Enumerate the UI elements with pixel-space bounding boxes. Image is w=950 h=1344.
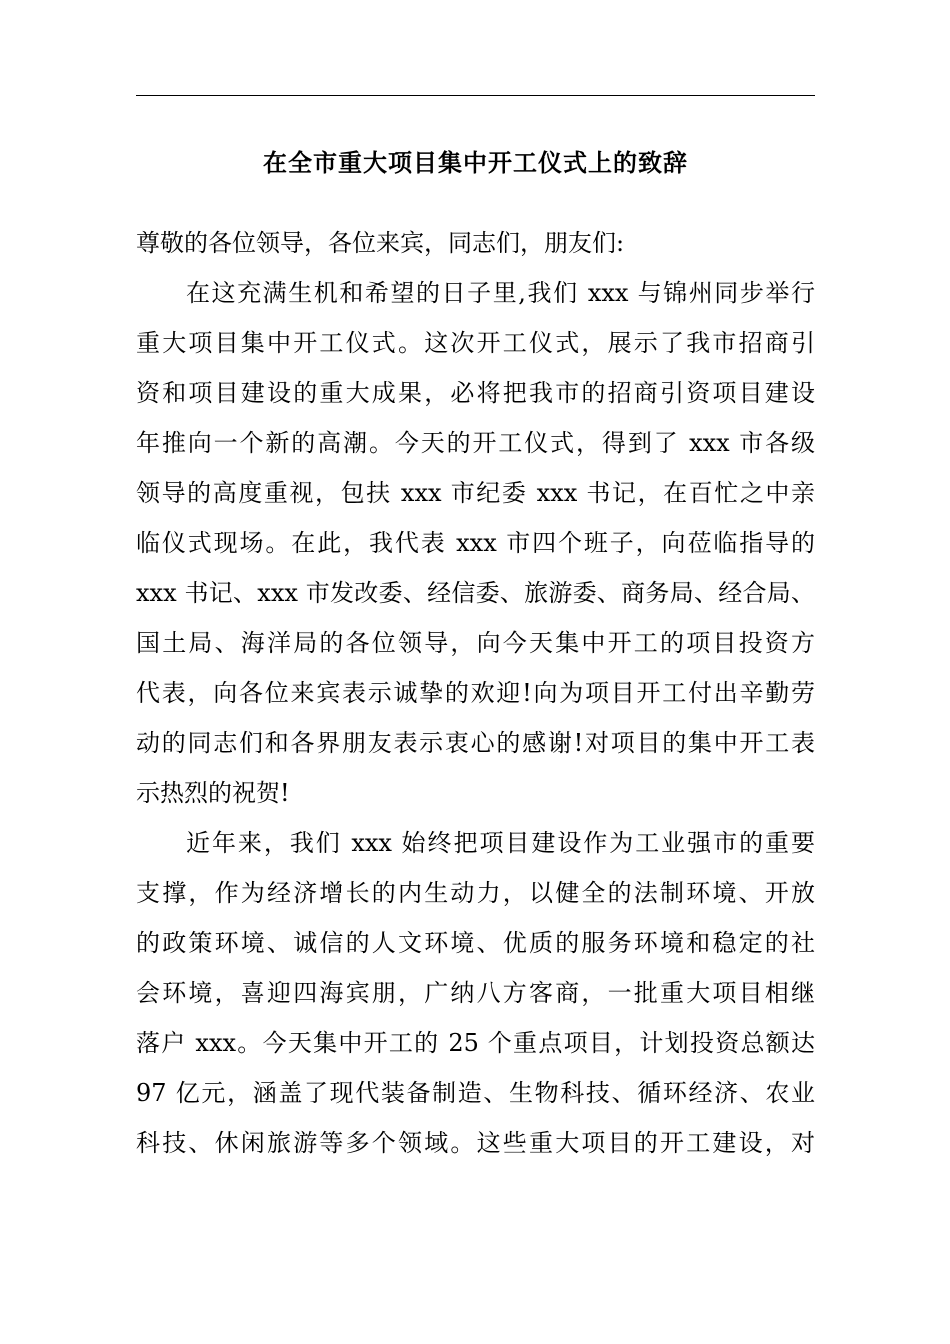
text-line: 科技、休闲旅游等多个领域。这些重大项目的开工建设，对: [136, 1129, 815, 1157]
text-line: 重大项目集中开工仪式。这次开工仪式，展示了我市招商引: [136, 329, 815, 357]
text-line: 97 亿元，涵盖了现代装备制造、生物科技、循环经济、农业: [136, 1079, 815, 1107]
text-line: 在这充满生机和希望的日子里,我们 xxx 与锦州同步举行: [186, 279, 815, 307]
text-line: 领导的高度重视，包扶 xxx 市纪委 xxx 书记，在百忙之中亲: [136, 479, 815, 507]
text-line: 的政策环境、诚信的人文环境、优质的服务环境和稳定的社: [136, 929, 815, 957]
text-line: 临仪式现场。在此，我代表 xxx 市四个班子，向莅临指导的: [136, 529, 815, 557]
text-line: 落户 xxx。今天集中开工的 25 个重点项目，计划投资总额达: [136, 1029, 815, 1057]
text-line: 代表，向各位来宾表示诚挚的欢迎!向为项目开工付出辛勤劳: [136, 679, 815, 707]
text-line: 尊敬的各位领导，各位来宾，同志们，朋友们:: [136, 229, 625, 257]
text-line: 年推向一个新的高潮。今天的开工仪式，得到了 xxx 市各级: [136, 429, 815, 457]
text-line: xxx 书记、xxx 市发改委、经信委、旅游委、商务局、经合局、: [136, 579, 815, 607]
text-line: 资和项目建设的重大成果，必将把我市的招商引资项目建设: [136, 379, 815, 407]
text-line: 近年来，我们 xxx 始终把项目建设作为工业强市的重要: [186, 829, 815, 857]
header-rule: [136, 95, 815, 96]
text-line: 动的同志们和各界朋友表示衷心的感谢!对项目的集中开工表: [136, 729, 815, 757]
text-line: 示热烈的祝贺!: [136, 779, 290, 807]
document-title: 在全市重大项目集中开工仪式上的致辞: [263, 149, 688, 177]
text-line: 支撑，作为经济增长的内生动力，以健全的法制环境、开放: [136, 879, 815, 907]
document-body: [136, 218, 815, 1168]
text-line: 会环境，喜迎四海宾朋，广纳八方客商，一批重大项目相继: [136, 979, 815, 1007]
text-line: 国土局、海洋局的各位领导，向今天集中开工的项目投资方: [136, 629, 815, 657]
